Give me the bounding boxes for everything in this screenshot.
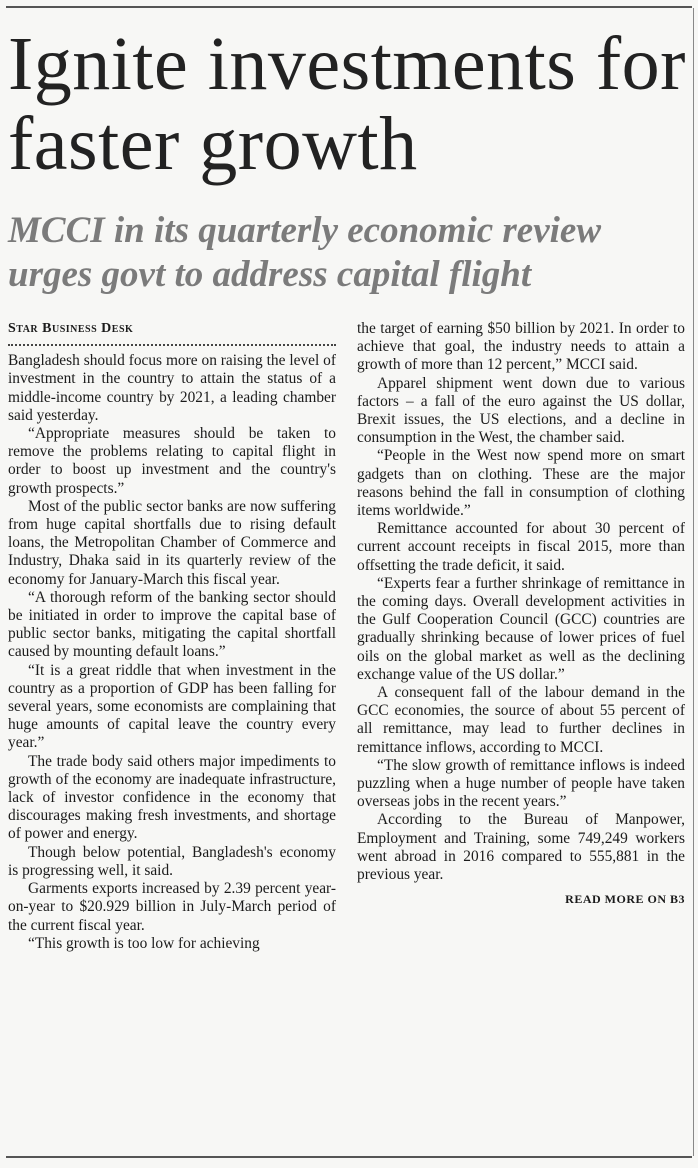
paragraph: “People in the West now spend more on smart gadgets than on clothing. These are the major reasons behind the fall in consumption of clothing items worldwide.” [357,447,685,520]
paragraph: Though below potential, Bangladesh's economy is progressing well, it said. [8,843,336,879]
paragraph: Most of the public sector banks are now suffering from huge capital shortfalls due to rising default loans, the Metropolitan Chamber of Commerce and Industry, Dhaka said in its quarterly review of the economy for January-March this fiscal year. [8,497,336,588]
paragraph: The trade body said others major impediments to growth of the economy are inadequate infrastructure, lack of investor confidence in the economy that discourages making fresh investments, and shortage of power and energy. [8,752,336,843]
top-rule [6,6,692,8]
paragraph: “This growth is too low for achieving [28,934,260,952]
right-border [693,8,694,1156]
paragraph: Remittance accounted for about 30 percent of current account receipts in fiscal 2015, more than offsetting the trade deficit, it said. [357,520,685,574]
paragraph: the target of earning $50 billion by 2021. In order to achieve that goal, the industry needs to attain a growth of more than 12 percent,” MCCI said. [357,320,685,374]
paragraph: “A thorough reform of the banking sector should be initiated in order to improve the capital base of public sector banks, mitigating the capital shortfall caused by mounting default loans.” [8,588,336,661]
paragraph: “Experts fear a further shrinkage of remittance in the coming days. Overall development activities in the Gulf Cooperation Council (GCC) countries are gradually shrinking because of lower prices of fuel oils on the global market as well as the declining exchange value of the US dollar.” [357,574,685,683]
left-column [8,320,336,953]
paragraph: According to the Bureau of Manpower, Employment and Training, some 749,249 workers went abroad in 2016 compared to 555,881 in the previous year. [357,811,685,884]
paragraph: “Appropriate measures should be taken to remove the problems relating to capital flight in order to boost up investment and the country's growth prospects.” [8,425,336,497]
paragraph: Bangladesh should focus more on raising the level of investment in the country to attain the status of a middle-income country by 2021, a leading chamber said yesterday. [8,352,336,424]
right-column [357,320,685,909]
paragraph: “The slow growth of remittance inflows is indeed puzzling when a huge number of people have taken overseas jobs in the recent years.” [357,756,685,811]
byline-divider [8,344,336,346]
byline: Star Business Desk [8,321,134,336]
read-more-link[interactable]: READ MORE ON B3 [565,892,685,907]
subheadline: MCCI in its quarterly economic review urges govt to address capital flight [8,210,602,295]
paragraph: Garments exports increased by 2.39 percent year-on-year to $20.929 billion in July-March period of the current fiscal year. [8,880,336,934]
paragraph: Apparel shipment went down due to various factors – a fall of the euro against the US dollar, Brexit issues, the US elections, and a decline in consumption in the West, the chamber said. [357,374,685,447]
headline: Ignite investments for faster growth [8,22,686,186]
bottom-rule [6,1156,692,1158]
paragraph: “It is a great riddle that when investment in the country as a proportion of GDP has been falling for several years, some economists are complaining that huge amounts of capital leave the country every year.” [8,661,336,752]
paragraph: A consequent fall of the labour demand in the GCC economies, the source of about 55 percent of all remittance, may lead to further declines in remittance inflows, according to MCCI. [357,684,685,756]
